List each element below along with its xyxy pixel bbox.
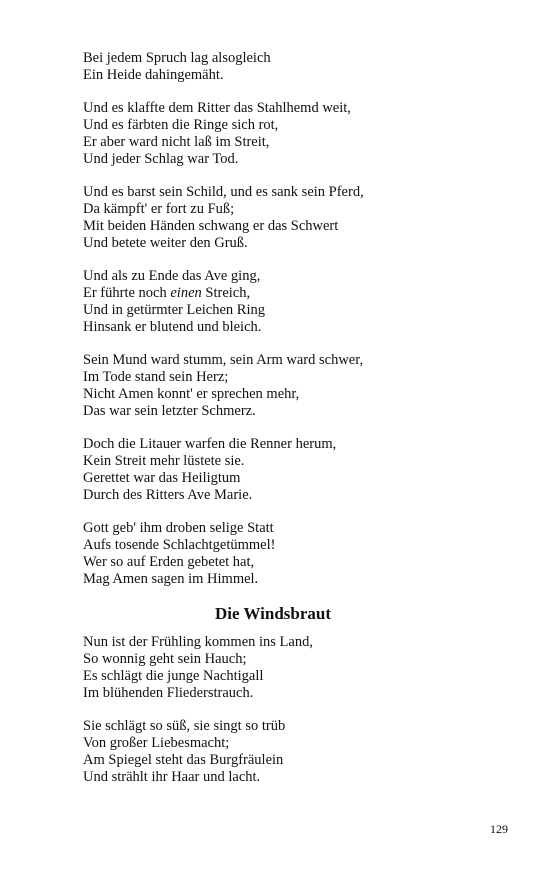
verse-line: Und in getürmter Leichen Ring <box>83 302 266 318</box>
verse-line: Von großer Liebesmacht; <box>83 735 230 751</box>
line-text: Streich, <box>201 285 251 301</box>
verse-line: Mag Amen sagen im Himmel. <box>83 571 259 587</box>
verse-line: Nicht Amen konnt' er sprechen mehr, <box>83 386 300 402</box>
verse-line: Durch des Ritters Ave Marie. <box>83 487 253 503</box>
verse-line: Und es färbten die Ringe sich rot, <box>83 117 279 133</box>
verse-line-with-emphasis <box>83 285 503 302</box>
page-body <box>83 50 503 802</box>
verse-line: Bei jedem Spruch lag alsogleich <box>83 50 271 66</box>
verse-line: Doch die Litauer warfen die Renner herum, <box>83 436 337 452</box>
verse-line: Hinsank er blutend und bleich. <box>83 319 262 335</box>
verse-line: Gerettet war das Heiligtum <box>83 470 241 486</box>
verse-line: Und strählt ihr Haar und lacht. <box>83 769 261 785</box>
stanza <box>83 184 503 252</box>
line-text: Er führte noch <box>83 285 171 301</box>
verse-line: Das war sein letzter Schmerz. <box>83 403 256 419</box>
verse-line: Im blühenden Fliederstrauch. <box>83 685 254 701</box>
verse-line: Gott geb' ihm droben selige Statt <box>83 520 274 536</box>
verse-line: Sie schlägt so süß, sie singt so trüb <box>83 718 286 734</box>
verse-line: Kein Streit mehr lüstete sie. <box>83 453 245 469</box>
verse-line: Ein Heide dahingemäht. <box>83 67 224 83</box>
stanza <box>83 50 503 84</box>
verse-line: Da kämpft' er fort zu Fuß; <box>83 201 235 217</box>
verse-line: Sein Mund ward stumm, sein Arm ward schwer, <box>83 352 364 368</box>
poem-body <box>83 634 503 786</box>
stanza <box>83 436 503 504</box>
stanza <box>83 634 503 702</box>
verse-line: Es schlägt die junge Nachtigall <box>83 668 264 684</box>
verse-line: Und betete weiter den Gruß. <box>83 235 248 251</box>
verse-line: Nun ist der Frühling kommen ins Land, <box>83 634 313 650</box>
verse-line: Und es barst sein Schild, und es sank sein Pferd, <box>83 184 364 200</box>
verse-line: Am Spiegel steht das Burgfräulein <box>83 752 284 768</box>
stanza <box>83 352 503 420</box>
verse-line: Er aber ward nicht laß im Streit, <box>83 134 270 150</box>
verse-line: So wonnig geht sein Hauch; <box>83 651 247 667</box>
verse-line: Aufs tosende Schlachtgetümmel! <box>83 537 276 553</box>
page-number: 129 <box>490 822 508 836</box>
poem-title: Die Windsbraut <box>214 604 332 623</box>
poem-continuation <box>83 50 503 588</box>
stanza <box>83 100 503 168</box>
verse-line: Mit beiden Händen schwang er das Schwert <box>83 218 339 234</box>
stanza <box>83 268 503 336</box>
stanza <box>83 718 503 786</box>
verse-line: Wer so auf Erden gebetet hat, <box>83 554 255 570</box>
stanza <box>83 520 503 588</box>
verse-line: Im Tode stand sein Herz; <box>83 369 229 385</box>
emphasized-word: einen <box>170 285 202 301</box>
verse-line: Und jeder Schlag war Tod. <box>83 151 239 167</box>
verse-line: Und als zu Ende das Ave ging, <box>83 268 261 284</box>
verse-line: Und es klaffte dem Ritter das Stahlhemd weit, <box>83 100 351 116</box>
